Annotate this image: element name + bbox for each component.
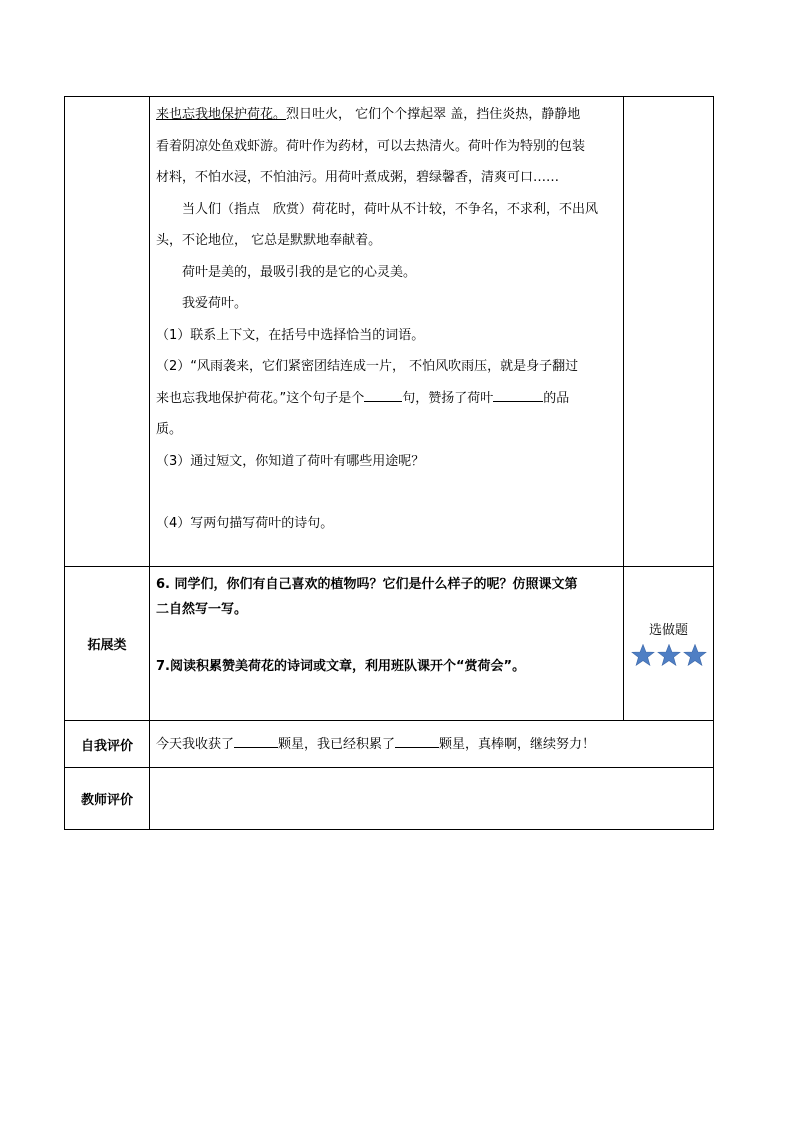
question-1: （1）联系上下文，在括号中选择恰当的词语。 xyxy=(156,327,425,343)
reading-line-3: 材料，不怕水浸，不怕油污。用荷叶煮成粥，碧绿馨香，清爽可口…… xyxy=(156,170,560,185)
reading-row xyxy=(65,97,714,567)
worksheet-table xyxy=(64,96,714,830)
question-3: （3）通过短文，你知道了荷叶有哪些用途呢？ xyxy=(156,453,425,469)
task-6-line-2: 二自然写一写。 xyxy=(156,602,248,617)
task-6-line-1: 6. 同学们，你们有自己喜欢的植物吗？它们是什么样子的呢？仿照课文第 xyxy=(156,577,578,592)
stars-accumulated-blank[interactable] xyxy=(395,733,439,748)
star-icon xyxy=(631,644,655,666)
optional-badge-cell xyxy=(624,567,714,721)
star-icon xyxy=(657,644,681,666)
question-2-line-3: 质。 xyxy=(156,422,183,437)
extension-row xyxy=(65,567,714,721)
reading-line-2: 看着阴凉处鱼戏虾游。荷叶作为药材，可以去热清火。荷叶作为特别的包装 xyxy=(156,138,586,154)
star-rating xyxy=(624,644,713,666)
underlined-phrase: 来也忘我地保护荷花。 xyxy=(156,107,287,122)
answer-blank-quality[interactable] xyxy=(493,387,543,402)
reading-side-cell xyxy=(624,97,714,567)
reading-category-cell xyxy=(65,97,150,567)
teacher-eval-row xyxy=(65,768,714,830)
stars-earned-blank[interactable] xyxy=(234,733,278,748)
reading-line-4: 当人们（指点 欣赏）荷花时，荷叶从不计较，不争名，不求利，不出风 xyxy=(182,201,599,217)
reading-line-1: 来也忘我地保护荷花。烈日吐火， 它们个个撑起翠 盖，挡住炎热，静静地 xyxy=(156,107,581,122)
question-2-line-1: （2）“风雨袭来，它们紧密团结连成一片， 不怕风吹雨压，就是身子翻过 xyxy=(156,359,579,374)
teacher-eval-category: 教师评价 xyxy=(65,768,150,830)
self-eval-category: 自我评价 xyxy=(65,721,150,768)
answer-space-3[interactable] xyxy=(156,477,618,508)
question-2-line-2: 来也忘我地保护荷花。”这个句子是个 句，赞扬了荷叶 的品 xyxy=(156,383,618,415)
question-4: （4）写两句描写荷叶的诗句。 xyxy=(156,516,334,531)
self-eval-content: 今天我收获了 颗星，我已经积累了 颗星，真棒啊，继续努力！ xyxy=(150,721,714,768)
reading-line-5: 头，不论地位， 它总是默默地奉献着。 xyxy=(156,233,382,248)
reading-content-cell xyxy=(150,97,624,567)
task-7: 7.阅读积累赞美荷花的诗词或文章，利用班队课开个“赏荷会”。 xyxy=(156,659,526,674)
reading-line-7: 我爱荷叶。 xyxy=(182,296,248,311)
extension-category: 拓展类 xyxy=(65,567,150,721)
optional-badge-label: 选做题 xyxy=(648,623,688,638)
reading-line-6: 荷叶是美的，最吸引我的是它的心灵美。 xyxy=(182,264,417,280)
self-eval-row xyxy=(65,721,714,768)
extension-content-cell xyxy=(150,567,624,721)
teacher-eval-content[interactable] xyxy=(150,768,714,830)
answer-blank-sentence-type[interactable] xyxy=(364,387,402,402)
star-icon xyxy=(683,644,707,666)
